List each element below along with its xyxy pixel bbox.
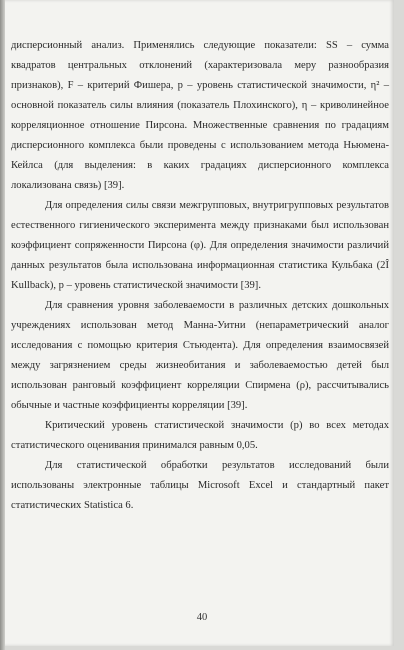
book-spine-shadow bbox=[0, 0, 5, 650]
page-number: 40 bbox=[196, 612, 208, 623]
paragraph-correlation: Для определения силы связи межгрупповых, внутригрупповых результатов естественного гигиенического эксперимента между признаками был использован коэффициент сопряженности Пирсона (φ). Для определения значимости различий данных результатов была использована информационная статистика Кульбака (2Î Kullback), p – уровень статистической значимости [39]. bbox=[11, 200, 389, 291]
book-page bbox=[4, 0, 394, 646]
paragraph-significance-level: Критический уровень статистической значимости (p) во всех методах статистического оценивания принимался равным 0,05. bbox=[11, 420, 389, 451]
paragraph-software: Для статистической обработки результатов исследований были использованы электронные таблицы Microsoft Excel и стандартный пакет статистических Statistica 6. bbox=[11, 460, 389, 511]
paragraph-morbidity: Для сравнения уровня заболеваемости в различных детских дошкольных учреждениях использован метод Манна-Уитни (непараметрический аналог исследования с помощью критерия Стьюдента). Для определения взаимосвязей между загрязнением среды жизнеобитания и заболеваемостью детей был использован ранговый коэффициент корреляции Спирмена (ρ), рассчитывались обычные и частные коэффициенты корреляции [39]. bbox=[11, 300, 389, 411]
body-text bbox=[11, 36, 389, 516]
paragraph-continuation: дисперсионный анализ. Применялись следующие показатели: SS – сумма квадратов центральных отклонений (характеризовала меру разнообразия признаков), F – критерий Фишера, p – уровень статистической значимости, η² – основной показатель силы влияния (показатель Плохинского), η – криволинейное корреляционное отношение Пирсона. Множественные сравнения по градациям дисперсионного комплекса были проведены с использованием метода Ньюмена-Кейлса (для выделения: в каких градациях дисперсионного комплекса локализована связь) [39]. bbox=[11, 40, 389, 191]
